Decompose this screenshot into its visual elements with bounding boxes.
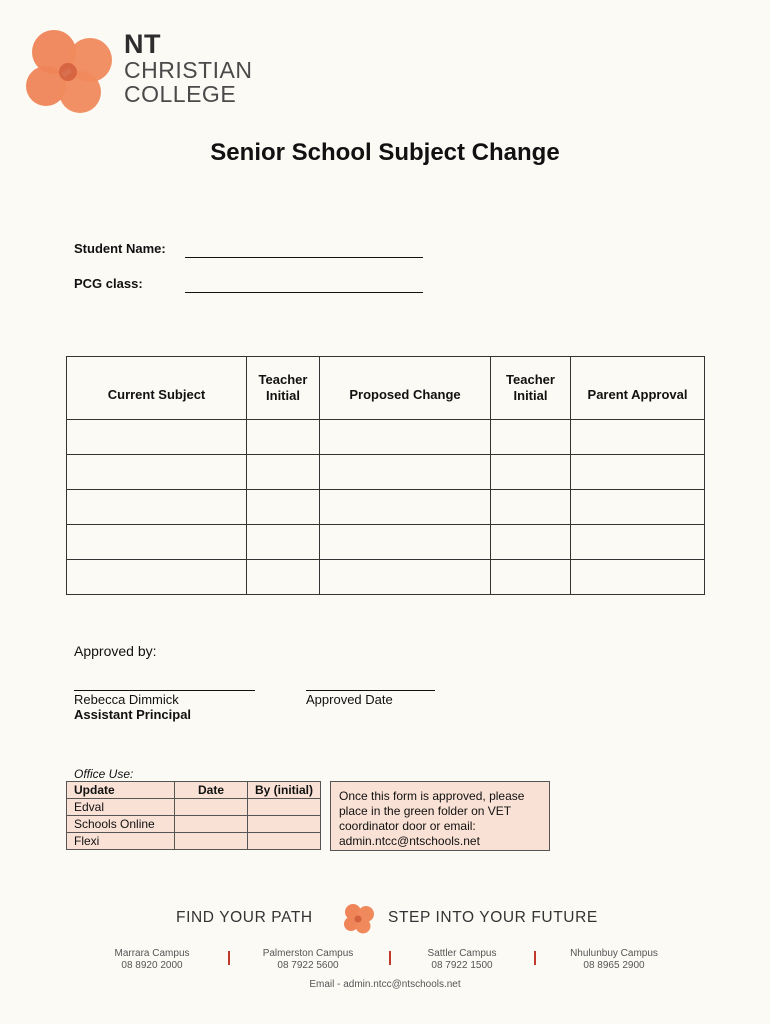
table-cell[interactable] xyxy=(491,560,571,595)
office-note: Once this form is approved, please place in the green folder on VET coordinator door or email: admin.ntcc@ntschools.net xyxy=(330,781,550,851)
campus-name: Marrara Campus xyxy=(114,948,190,959)
pcg-class-field[interactable] xyxy=(185,292,423,293)
table-cell[interactable] xyxy=(571,455,705,490)
campus-phone: 08 8920 2000 xyxy=(121,960,183,971)
campus-name: Sattler Campus xyxy=(427,948,497,959)
approved-by-label: Approved by: xyxy=(74,643,157,659)
table-cell[interactable] xyxy=(247,490,320,525)
footer-tagline-right: STEP INTO YOUR FUTURE xyxy=(388,909,598,926)
office-use-table xyxy=(66,781,321,850)
table-row xyxy=(67,490,705,525)
table-header-row xyxy=(67,357,705,420)
header-proposed-change: Proposed Change xyxy=(320,357,491,420)
approver-role: Assistant Principal xyxy=(74,707,192,722)
table-cell[interactable] xyxy=(571,490,705,525)
office-header-update: Update xyxy=(67,782,175,799)
table-cell[interactable] xyxy=(248,833,321,850)
campus-nhulunbuy xyxy=(552,948,676,972)
campus-phone: 08 8965 2900 xyxy=(583,960,645,971)
table-row xyxy=(67,833,321,850)
table-cell[interactable] xyxy=(248,816,321,833)
table-cell[interactable] xyxy=(175,799,248,816)
campus-sattler xyxy=(406,948,518,972)
table-cell[interactable] xyxy=(491,525,571,560)
campus-phone: 08 7922 5600 xyxy=(277,960,339,971)
table-cell[interactable] xyxy=(320,455,491,490)
table-cell[interactable] xyxy=(67,420,247,455)
table-cell[interactable] xyxy=(247,455,320,490)
table-cell[interactable] xyxy=(67,525,247,560)
office-row-label: Edval xyxy=(67,799,175,816)
office-header-date: Date xyxy=(175,782,248,799)
campus-marrara xyxy=(92,948,212,972)
student-name-field[interactable] xyxy=(185,257,423,258)
table-cell[interactable] xyxy=(491,420,571,455)
office-header-row xyxy=(67,782,321,799)
pcg-class-label: PCG class: xyxy=(74,276,143,291)
page-title: Senior School Subject Change xyxy=(210,139,560,166)
logo-text-nt: NT xyxy=(124,29,161,59)
separator xyxy=(228,951,230,965)
table-row xyxy=(67,816,321,833)
office-header-by: By (initial) xyxy=(248,782,321,799)
office-row-label: Schools Online xyxy=(67,816,175,833)
table-cell[interactable] xyxy=(247,420,320,455)
table-cell[interactable] xyxy=(571,560,705,595)
table-cell[interactable] xyxy=(491,490,571,525)
office-row-label: Flexi xyxy=(67,833,175,850)
student-name-label: Student Name: xyxy=(74,241,166,256)
campus-name: Nhulunbuy Campus xyxy=(570,948,658,959)
header-parent-approval: Parent Approval xyxy=(571,357,705,420)
flower-logo-icon xyxy=(24,26,120,114)
table-cell[interactable] xyxy=(67,455,247,490)
table-row xyxy=(67,799,321,816)
subject-change-table xyxy=(66,356,705,595)
table-cell[interactable] xyxy=(571,420,705,455)
table-row xyxy=(67,420,705,455)
table-cell[interactable] xyxy=(320,525,491,560)
logo-text-christian: CHRISTIAN xyxy=(124,57,253,83)
table-cell[interactable] xyxy=(175,833,248,850)
campus-phone: 08 7922 1500 xyxy=(431,960,493,971)
office-use-label: Office Use: xyxy=(74,767,134,781)
approver-name: Rebecca Dimmick xyxy=(74,692,179,707)
campus-name: Palmerston Campus xyxy=(262,948,354,959)
table-row xyxy=(67,525,705,560)
table-cell[interactable] xyxy=(320,490,491,525)
table-cell[interactable] xyxy=(491,455,571,490)
campus-palmerston xyxy=(246,948,370,972)
approved-date-label: Approved Date xyxy=(306,692,393,707)
table-cell[interactable] xyxy=(175,816,248,833)
table-row xyxy=(67,560,705,595)
footer-email[interactable]: Email - admin.ntcc@ntschools.net xyxy=(309,979,461,990)
table-cell[interactable] xyxy=(320,420,491,455)
table-cell[interactable] xyxy=(247,525,320,560)
logo-text-college: COLLEGE xyxy=(124,81,237,107)
table-cell[interactable] xyxy=(248,799,321,816)
approved-date-line[interactable] xyxy=(306,690,435,691)
table-cell[interactable] xyxy=(247,560,320,595)
table-cell[interactable] xyxy=(67,560,247,595)
footer-tagline-left: FIND YOUR PATH xyxy=(176,909,313,926)
table-row xyxy=(67,455,705,490)
college-logo xyxy=(24,26,264,114)
flower-footer-icon xyxy=(342,902,378,934)
header-teacher-initial-2: Teacher Initial xyxy=(491,357,571,420)
header-teacher-initial: Teacher Initial xyxy=(247,357,320,420)
table-cell[interactable] xyxy=(571,525,705,560)
separator xyxy=(534,951,536,965)
table-cell[interactable] xyxy=(320,560,491,595)
header-current-subject: Current Subject xyxy=(67,357,247,420)
approver-signature-line[interactable] xyxy=(74,690,255,691)
table-cell[interactable] xyxy=(67,490,247,525)
separator xyxy=(389,951,391,965)
